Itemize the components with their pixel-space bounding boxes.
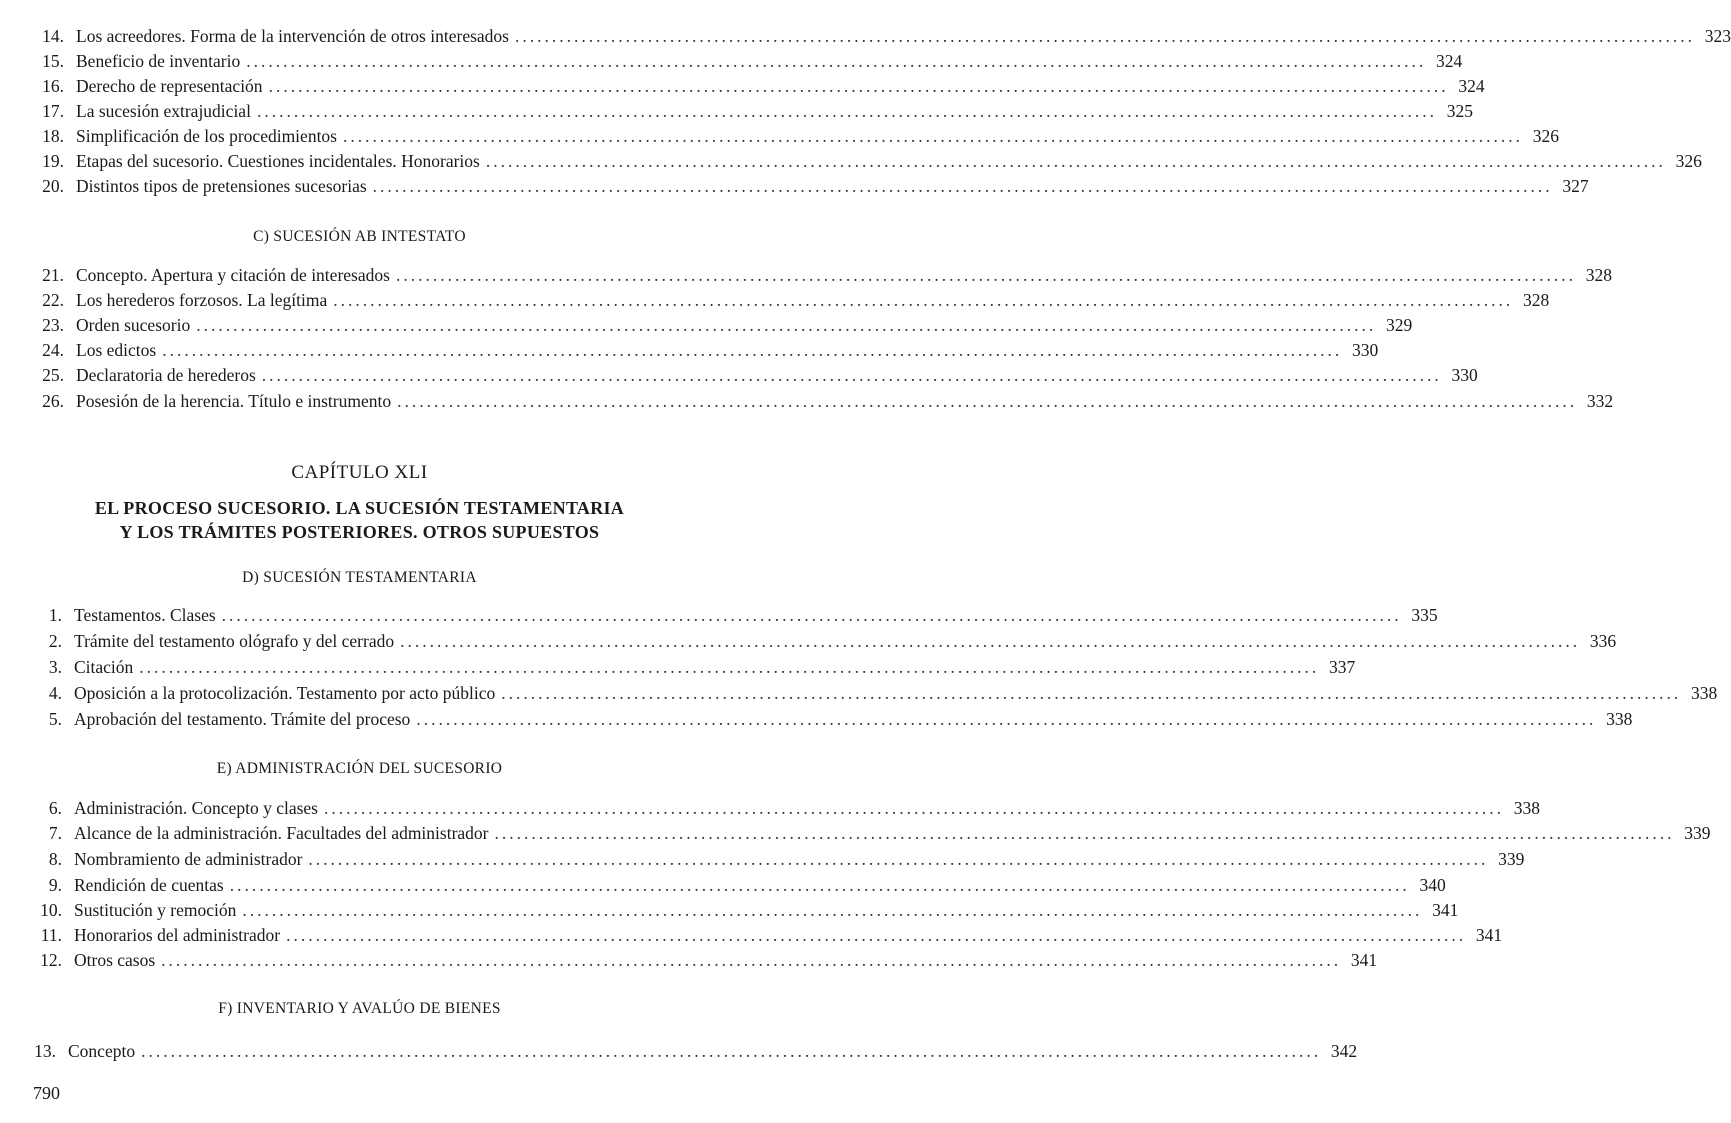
entry-page: 330 xyxy=(1451,365,1478,385)
toc-entry xyxy=(28,820,1711,846)
entry-page: 338 xyxy=(1606,709,1633,729)
leader-dots: ................................................................................................................................................................ xyxy=(372,176,1553,196)
entry-title: Concepto xyxy=(68,1041,136,1061)
page-number: 790 xyxy=(33,1083,60,1103)
entry-number: 13. xyxy=(34,1041,56,1061)
entry-page: 323 xyxy=(1704,26,1731,46)
leader-dots: ................................................................................................................................................................ xyxy=(196,315,1377,335)
entry-number: 10. xyxy=(40,900,62,920)
entry-title: Beneficio de inventario xyxy=(76,51,241,71)
leader-dots: ................................................................................................................................................................ xyxy=(268,76,1449,96)
entry-page: 328 xyxy=(1523,290,1550,310)
leader-dots: ................................................................................................................................................................ xyxy=(501,683,1682,703)
toc-entry xyxy=(28,148,1702,174)
entry-page: 326 xyxy=(1532,126,1559,146)
toc-entry xyxy=(28,312,1413,338)
leader-dots: ................................................................................................................................................................ xyxy=(308,849,1489,869)
toc-entry xyxy=(28,388,1614,414)
chapter-title-line-1: EL PROCESO SUCESORIO. LA SUCESIÓN TESTAMENTARIA xyxy=(94,498,625,518)
entry-title: Posesión de la herencia. Título e instrumento xyxy=(76,391,392,411)
toc-entry xyxy=(28,23,1731,49)
entry-page: 330 xyxy=(1351,340,1379,360)
entry-number: 5. xyxy=(48,709,62,729)
entry-title: Concepto. Apertura y citación de interesados xyxy=(76,265,390,285)
entry-number: 23. xyxy=(42,315,64,335)
entry-number: 2. xyxy=(48,631,62,651)
leader-dots: ................................................................................................................................................................ xyxy=(139,657,1320,677)
chapter-label: CAPÍTULO XLI xyxy=(291,462,428,483)
entry-number: 7. xyxy=(48,823,62,843)
leader-dots: ................................................................................................................................................................ xyxy=(286,925,1467,945)
leader-dots: ................................................................................................................................................................ xyxy=(343,126,1523,146)
toc-entry xyxy=(28,73,1485,99)
entry-number: 12. xyxy=(40,950,62,970)
section-heading: D) SUCESIÓN TESTAMENTARIA xyxy=(242,569,477,586)
toc-entry xyxy=(28,98,1473,124)
entry-page: 342 xyxy=(1330,1041,1358,1061)
entry-number: 4. xyxy=(48,683,62,703)
entry-page: 326 xyxy=(1675,151,1702,171)
entry-number: 21. xyxy=(42,265,64,285)
entry-page: 327 xyxy=(1562,176,1589,196)
entry-title: Administración. Concepto y clases xyxy=(74,798,318,818)
leader-dots: ................................................................................................................................................................ xyxy=(162,340,1343,360)
leader-dots: ................................................................................................................................................................ xyxy=(397,391,1578,411)
toc-entry xyxy=(28,262,1612,288)
toc-entry xyxy=(28,1038,1358,1064)
entry-title: Rendición de cuentas xyxy=(74,875,224,895)
entry-number: 17. xyxy=(42,101,64,121)
toc-entry xyxy=(28,654,1356,680)
entry-number: 15. xyxy=(42,51,64,71)
toc-entry xyxy=(28,173,1589,199)
entry-number: 22. xyxy=(42,290,64,310)
entry-title: Distintos tipos de pretensiones sucesorias xyxy=(76,176,367,196)
entry-title: La sucesión extrajudicial xyxy=(76,101,251,121)
leader-dots: ................................................................................................................................................................ xyxy=(323,798,1504,818)
leader-dots: ................................................................................................................................................................ xyxy=(261,365,1442,385)
entry-title: Los edictos xyxy=(76,340,157,360)
entry-page: 335 xyxy=(1411,605,1438,625)
entry-title: Sustitución y remoción xyxy=(74,900,237,920)
entry-number: 9. xyxy=(48,875,62,895)
entry-title: Nombramiento de administrador xyxy=(74,849,303,869)
section-heading: C) SUCESIÓN AB INTESTATO xyxy=(253,228,466,245)
entry-number: 25. xyxy=(42,365,64,385)
toc-entry xyxy=(28,922,1503,948)
entry-number: 6. xyxy=(48,798,62,818)
section-heading: F) INVENTARIO Y AVALÚO DE BIENES xyxy=(218,1000,501,1017)
leader-dots: ................................................................................................................................................................ xyxy=(256,101,1437,121)
toc-entry xyxy=(28,123,1559,149)
section-heading: E) ADMINISTRACIÓN DEL SUCESORIO xyxy=(216,760,503,777)
leader-dots: ................................................................................................................................................................ xyxy=(333,290,1514,310)
entry-title: Otros casos xyxy=(74,950,156,970)
leader-dots: ................................................................................................................................................................ xyxy=(246,51,1427,71)
toc-entry xyxy=(28,795,1540,821)
leader-dots: ................................................................................................................................................................ xyxy=(494,823,1675,843)
entry-title: Los acreedores. Forma de la intervención de otros interesados xyxy=(76,26,509,46)
toc-entry xyxy=(28,602,1438,628)
entry-page: 339 xyxy=(1498,849,1525,869)
entry-number: 14. xyxy=(42,26,64,46)
entry-number: 1. xyxy=(48,605,62,625)
leader-dots: ................................................................................................................................................................ xyxy=(242,900,1423,920)
toc-entry xyxy=(28,362,1478,388)
leader-dots: ................................................................................................................................................................ xyxy=(141,1041,1322,1061)
leader-dots: ................................................................................................................................................................ xyxy=(485,151,1666,171)
toc-entry xyxy=(28,337,1379,363)
entry-number: 11. xyxy=(40,925,62,945)
chapter-title-line-2: Y LOS TRÁMITES POSTERIORES. OTROS SUPUESTOS xyxy=(119,522,600,542)
toc-entry xyxy=(28,48,1463,74)
entry-page: 324 xyxy=(1436,51,1463,71)
entry-title: Orden sucesorio xyxy=(76,315,191,335)
toc-entry xyxy=(28,628,1617,654)
entry-title: Derecho de representación xyxy=(76,76,263,96)
entry-title: Oposición a la protocolización. Testamento por acto público xyxy=(74,683,496,703)
leader-dots: ................................................................................................................................................................ xyxy=(221,605,1402,625)
entry-page: 337 xyxy=(1329,657,1356,677)
entry-page: 336 xyxy=(1589,631,1617,651)
leader-dots: ................................................................................................................................................................ xyxy=(400,631,1581,651)
entry-title: Trámite del testamento ológrafo y del cerrado xyxy=(74,631,395,651)
entry-number: 26. xyxy=(42,391,64,411)
entry-title: Alcance de la administración. Facultades del administrador xyxy=(74,823,489,843)
entry-title: Testamentos. Clases xyxy=(74,605,216,625)
toc-entry xyxy=(28,287,1550,313)
leader-dots: ................................................................................................................................................................ xyxy=(395,265,1576,285)
entry-page: 329 xyxy=(1385,315,1413,335)
toc-entry xyxy=(28,706,1633,732)
entry-title: Honorarios del administrador xyxy=(74,925,281,945)
entry-number: 20. xyxy=(42,176,64,196)
entry-title: Los herederos forzosos. La legítima xyxy=(76,290,328,310)
toc-entry xyxy=(28,846,1525,872)
entry-title: Declaratoria de herederos xyxy=(76,365,256,385)
leader-dots: ................................................................................................................................................................ xyxy=(514,26,1695,46)
entry-title: Citación xyxy=(74,657,134,677)
toc-entry xyxy=(28,897,1459,923)
entry-title: Etapas del sucesorio. Cuestiones incidentales. Honorarios xyxy=(76,151,480,171)
entry-page: 328 xyxy=(1585,265,1612,285)
entry-page: 325 xyxy=(1446,101,1473,121)
leader-dots: ................................................................................................................................................................ xyxy=(161,950,1342,970)
entry-page: 338 xyxy=(1513,798,1540,818)
entry-page: 341 xyxy=(1432,900,1459,920)
entry-page: 341 xyxy=(1350,950,1378,970)
toc-entry xyxy=(28,947,1378,973)
entry-page: 339 xyxy=(1684,823,1711,843)
entry-page: 338 xyxy=(1691,683,1718,703)
entry-number: 8. xyxy=(48,849,62,869)
entry-title: Simplificación de los procedimientos xyxy=(76,126,337,146)
leader-dots: ................................................................................................................................................................ xyxy=(229,875,1410,895)
entry-number: 24. xyxy=(42,340,64,360)
entry-page: 340 xyxy=(1419,875,1446,895)
entry-page: 332 xyxy=(1586,391,1614,411)
entry-number: 18. xyxy=(42,126,64,146)
leader-dots: ................................................................................................................................................................ xyxy=(416,709,1597,729)
entry-title: Aprobación del testamento. Trámite del proceso xyxy=(74,709,411,729)
entry-number: 16. xyxy=(42,76,64,96)
toc-entry xyxy=(28,872,1446,898)
entry-number: 3. xyxy=(48,657,62,677)
entry-page: 324 xyxy=(1458,76,1485,96)
entry-number: 19. xyxy=(42,151,64,171)
toc-entry xyxy=(28,680,1718,706)
entry-page: 341 xyxy=(1475,925,1503,945)
